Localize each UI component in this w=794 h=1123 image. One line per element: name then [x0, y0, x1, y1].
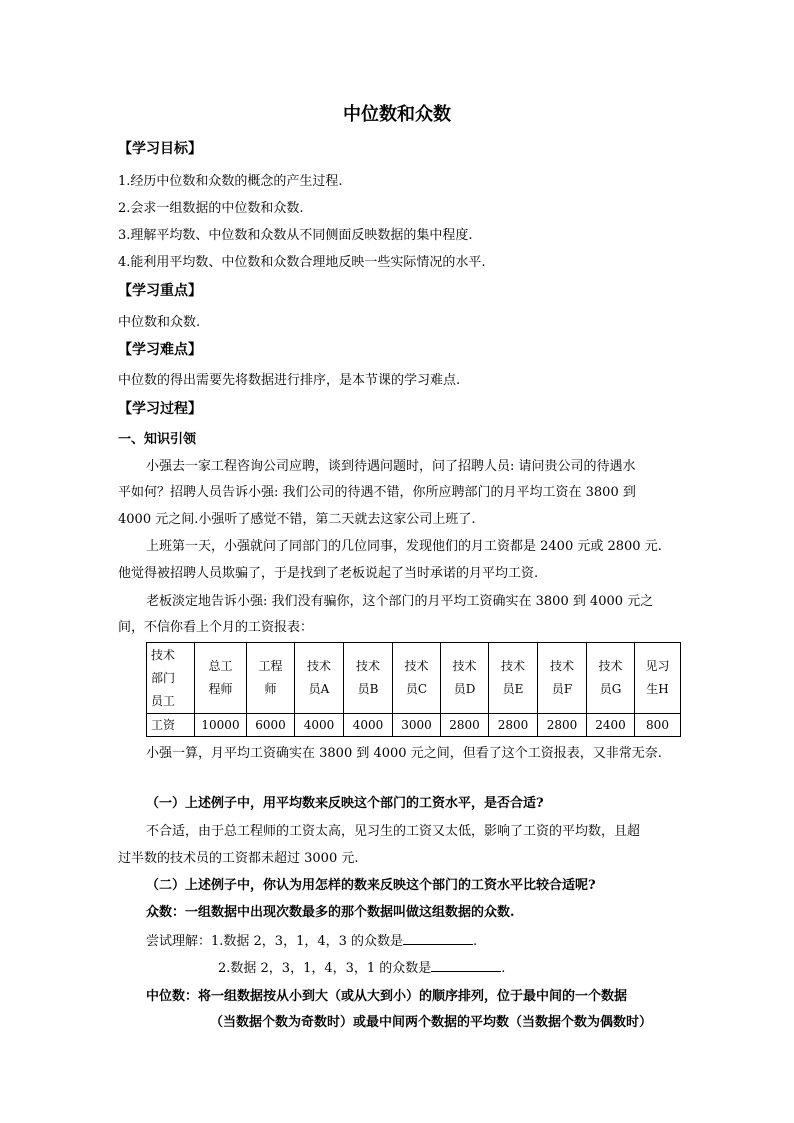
median-definition-line: （当数据个数为奇数时）或最中间两个数据的平均数（当数据个数为偶数时）	[210, 1015, 653, 1030]
section-goals: 【学习目标】	[118, 141, 202, 157]
part1-title: 一、知识引领	[118, 432, 197, 447]
table-header-cell: 技术 员E	[489, 643, 538, 714]
page-title: 中位数和众数	[343, 104, 451, 125]
table-header-cell: 技术 员A	[295, 643, 344, 714]
table-header-cell: 技术 部门 员工	[147, 643, 195, 714]
answer-1-line: 过半数的技术员的工资都未超过 3000 元.	[118, 851, 359, 866]
goal-item: 3.理解平均数、中位数和众数从不同侧面反映数据的集中程度.	[118, 228, 473, 243]
try-item-2: 2.数据 2，3，1，4，3，1 的众数是 .	[218, 961, 506, 976]
table-cell: 2800	[538, 714, 587, 737]
table-header-cell: 技术 员D	[441, 643, 489, 714]
section-keypoints: 【学习重点】	[118, 283, 202, 299]
story-line: 小强去一家工程咨询公司应聘，谈到待遇问题时，问了招聘人员: 请问贵公司的待遇水	[146, 459, 636, 474]
table-cell: 6000	[247, 714, 295, 737]
try-item-1: 尝试理解：1.数据 2，3，1，4，3 的众数是 .	[146, 934, 478, 949]
table-header-cell: 工程 师	[247, 643, 295, 714]
goal-item: 4.能利用平均数、中位数和众数合理地反映一些实际情况的水平.	[118, 255, 486, 270]
mode-definition: 众数：一组数据中出现次数最多的那个数据叫做这组数据的众数.	[146, 905, 515, 920]
after-table-text: 小强一算，月平均工资确实在 3800 到 4000 元之间，但看了这个工资报表，又非常无奈.	[146, 746, 662, 761]
table-row	[147, 714, 681, 737]
try-item-1-text: 尝试理解：1.数据 2，3，1，4，3 的众数是	[146, 934, 404, 949]
table-header-cell: 技术 员C	[393, 643, 441, 714]
table-header-cell: 技术 员B	[344, 643, 393, 714]
salary-table	[146, 642, 681, 737]
question-1: （一）上述例子中，用平均数来反映这个部门的工资水平，是否合适?	[146, 796, 544, 811]
table-row-label: 工资	[147, 714, 195, 737]
table-header-row	[147, 643, 681, 714]
story-line: 他觉得被招聘人员欺骗了，于是找到了老板说起了当时承诺的月平均工资.	[118, 566, 539, 581]
goal-item: 2.会求一组数据的中位数和众数.	[118, 201, 304, 216]
table-cell: 4000	[295, 714, 344, 737]
try-item-2-text: 2.数据 2，3，1，4，3，1 的众数是	[218, 961, 432, 976]
story-line: 平如何？招聘人员告诉小强: 我们公司的待遇不错，你所应聘部门的月平均工资在 3800 到	[118, 485, 636, 500]
story-line: 老板淡定地告诉小强: 我们没有骗你，这个部门的月平均工资确实在 3800 到 4000 元之	[146, 594, 654, 609]
section-difficulty: 【学习难点】	[118, 342, 202, 358]
story-line: 上班第一天，小强就问了同部门的几位同事，发现他们的月工资都是 2400 元或 2800 元.	[146, 539, 662, 554]
median-definition-line: 中位数：将一组数据按从小到大（或从大到小）的顺序排列，位于最中间的一个数据	[146, 989, 628, 1004]
story-line: 间，不信你看上个月的工资报表：	[118, 620, 314, 635]
table-header-cell: 总工 程师	[195, 643, 247, 714]
table-cell: 10000	[195, 714, 247, 737]
table-header-cell: 技术 员G	[587, 643, 635, 714]
difficulty-text: 中位数的得出需要先将数据进行排序，是本节课的学习难点.	[118, 373, 461, 388]
table-header-cell: 见习 生H	[635, 643, 681, 714]
keypoint-text: 中位数和众数.	[118, 315, 201, 330]
table-cell: 2400	[587, 714, 635, 737]
table-cell: 2800	[489, 714, 538, 737]
table-header-cell: 技术 员F	[538, 643, 587, 714]
section-process: 【学习过程】	[118, 401, 202, 417]
table-cell: 4000	[344, 714, 393, 737]
goal-item: 1.经历中位数和众数的概念的产生过程.	[118, 174, 343, 189]
story-line: 4000 元之间.小强听了感觉不错，第二天就去这家公司上班了.	[118, 512, 476, 527]
table-cell: 2800	[441, 714, 489, 737]
question-2: （二）上述例子中，你认为用怎样的数来反映这个部门的工资水平比较合适呢?	[146, 878, 596, 893]
answer-blank[interactable]	[403, 932, 473, 945]
table-cell: 3000	[393, 714, 441, 737]
answer-1-line: 不合适，由于总工程师的工资太高，见习生的工资又太低，影响了工资的平均数，且超	[146, 824, 641, 839]
table-cell: 800	[635, 714, 681, 737]
answer-blank[interactable]	[431, 959, 501, 972]
